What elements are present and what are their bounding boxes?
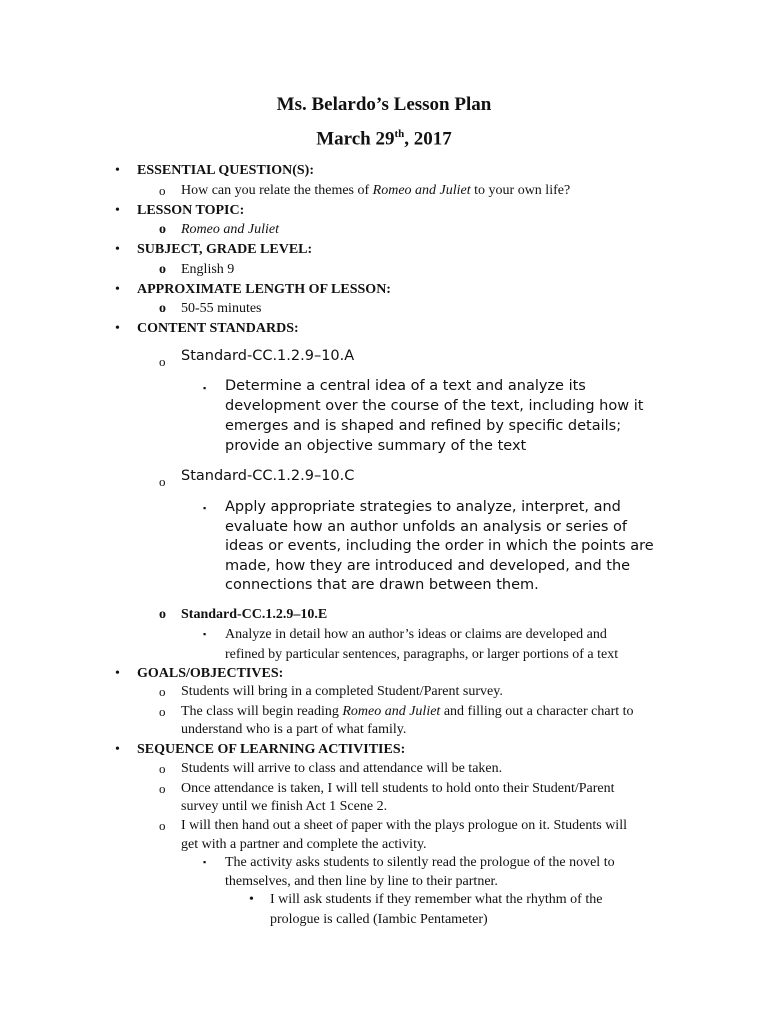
bullet-marker: • (115, 321, 120, 336)
circle-marker: o (159, 761, 166, 776)
subject-value: English 9 (181, 262, 235, 277)
circle-marker: o (159, 222, 166, 237)
lesson-date: March 29th, 2017 (316, 128, 452, 150)
goal-item: The class will begin reading Romeo and Juliet and filling out a character chart to (181, 704, 634, 719)
essential-question-text: How can you relate the themes of Romeo and Juliet to your own life? (181, 183, 571, 198)
circle-marker: o (159, 818, 166, 833)
bullet-marker: • (115, 742, 120, 757)
sequence-item: Students will arrive to class and attendance will be taken. (181, 761, 503, 776)
circle-marker: o (159, 607, 166, 622)
standard-c-desc-line: connections that are drawn between them. (225, 577, 539, 593)
sequence-item: I will then hand out a sheet of paper with the plays prologue on it. Students will (181, 818, 627, 833)
length-value: 50-55 minutes (181, 301, 262, 316)
circle-marker: o (159, 301, 166, 316)
standard-c-desc-line: Apply appropriate strategies to analyze, interpret, and (225, 499, 621, 515)
sequence-subsubitem-continued: prologue is called (Iambic Pentameter) (270, 912, 488, 927)
circle-marker: o (159, 684, 166, 699)
standard-c-desc-line: made, how they are introduced and developed, and the (225, 558, 631, 574)
page-title: Ms. Belardo’s Lesson Plan (276, 94, 492, 115)
square-marker: ▪ (203, 629, 207, 639)
length-heading: APPROXIMATE LENGTH OF LESSON: (137, 282, 391, 297)
circle-marker: o (159, 262, 166, 277)
standard-c-desc-line: evaluate how an author unfolds an analysis or series of (225, 519, 628, 535)
circle-marker: o (159, 704, 166, 719)
goal-item-continued: understand who is a part of what family. (181, 722, 407, 737)
goals-heading: GOALS/OBJECTIVES: (137, 666, 284, 681)
sequence-heading: SEQUENCE OF LEARNING ACTIVITIES: (137, 742, 406, 757)
standard-a-desc-line: development over the course of the text, including how it (225, 398, 644, 414)
bullet-marker: • (115, 163, 120, 178)
goal-item: Students will bring in a completed Student/Parent survey. (181, 684, 503, 699)
standard-c-desc-line: ideas or events, including the order in which the points are (225, 538, 654, 554)
standard-e-desc-line: Analyze in detail how an author’s ideas or claims are developed and (225, 627, 607, 642)
bullet-marker: • (115, 666, 120, 681)
standard-e-desc-line: refined by particular sentences, paragraphs, or larger portions of a text (225, 647, 619, 662)
subject-heading: SUBJECT, GRADE LEVEL: (137, 242, 313, 257)
square-marker: ▪ (203, 503, 207, 513)
content-standards-heading: CONTENT STANDARDS: (137, 321, 299, 336)
sequence-subsubitem: I will ask students if they remember what the rhythm of the (270, 892, 603, 907)
sequence-item-continued: get with a partner and complete the activity. (181, 837, 427, 852)
sequence-item: Once attendance is taken, I will tell students to hold onto their Student/Parent (181, 781, 615, 796)
standard-a-label: Standard-CC.1.2.9–10.A (181, 348, 355, 364)
bullet-marker: • (115, 203, 120, 218)
bullet-marker: • (249, 892, 254, 907)
standard-a-desc-line: emerges and is shaped and refined by specific details; (225, 418, 622, 434)
standard-a-desc-line: provide an objective summary of the text (225, 438, 527, 454)
bullet-marker: • (115, 242, 120, 257)
essential-question-heading: ESSENTIAL QUESTION(S): (137, 163, 315, 178)
lesson-topic-heading: LESSON TOPIC: (137, 203, 245, 218)
circle-marker: o (159, 354, 166, 369)
sequence-subitem: The activity asks students to silently read the prologue of the novel to (225, 855, 615, 870)
square-marker: ▪ (203, 383, 207, 393)
circle-marker: o (159, 183, 166, 198)
circle-marker: o (159, 781, 166, 796)
lesson-topic-value: Romeo and Juliet (181, 222, 279, 237)
standard-c-label: Standard-CC.1.2.9–10.C (181, 468, 355, 484)
circle-marker: o (159, 474, 166, 489)
bullet-marker: • (115, 282, 120, 297)
sequence-subitem-continued: themselves, and then line by line to their partner. (225, 874, 498, 889)
square-marker: ▪ (203, 857, 207, 867)
sequence-item-continued: survey until we finish Act 1 Scene 2. (181, 799, 388, 814)
standard-a-desc-line: Determine a central idea of a text and analyze its (225, 378, 586, 394)
standard-e-label: Standard-CC.1.2.9–10.E (181, 607, 328, 622)
